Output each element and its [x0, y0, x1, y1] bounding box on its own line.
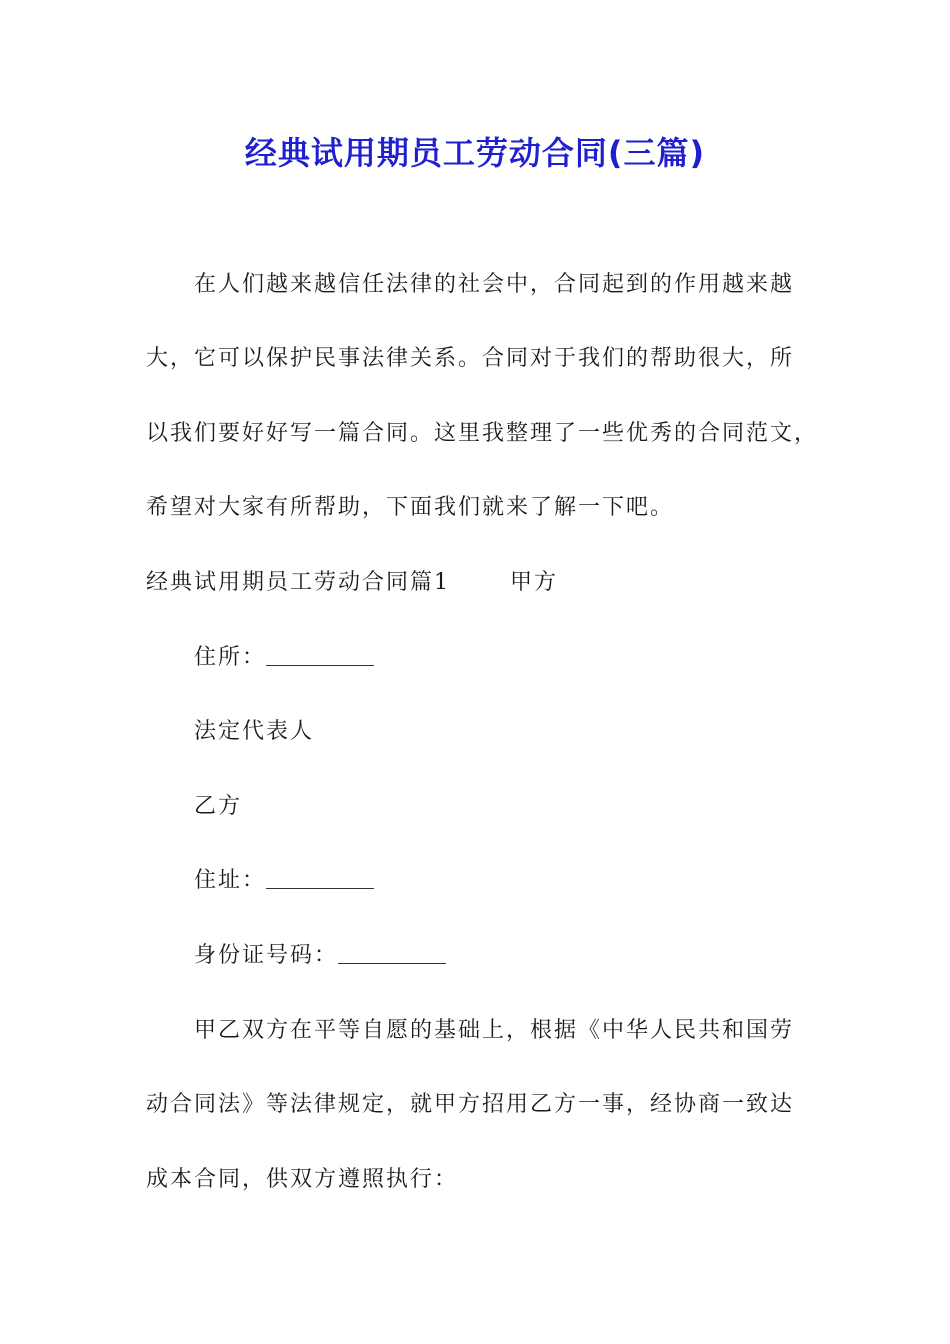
- party-a-label: 甲方: [510, 570, 559, 595]
- intro-line-2: 大，它可以保护民事法律关系。合同对于我们的帮助很大，所: [146, 346, 795, 371]
- residence-blank: [266, 647, 374, 666]
- address-blank: [266, 870, 374, 889]
- id-number-blank: [338, 945, 446, 964]
- party-b-label: 乙方: [194, 794, 243, 819]
- residence-field: [194, 647, 856, 669]
- intro-line-4: 希望对大家有所帮助，下面我们就来了解一下吧。: [146, 495, 675, 520]
- body-line-3: 成本合同，供双方遵照执行：: [146, 1167, 459, 1192]
- residence-label: 住所：: [194, 645, 267, 670]
- intro-line-1: 在人们越来越信任法律的社会中，合同起到的作用越来越: [194, 272, 795, 297]
- section-heading-line: [146, 572, 808, 594]
- section-heading: 经典试用期员工劳动合同篇1: [146, 570, 450, 595]
- document-title: 经典试用期员工劳动合同(三篇): [244, 134, 706, 172]
- id-number-label: 身份证号码：: [194, 943, 339, 968]
- id-number-field: [194, 945, 856, 967]
- address-field: [194, 870, 856, 892]
- body-line-2: 动合同法》等法律规定，就甲方招用乙方一事，经协商一致达: [146, 1092, 795, 1117]
- intro-line-3: 以我们要好好写一篇合同。这里我整理了一些优秀的合同范文，: [146, 421, 819, 446]
- legal-rep-label: 法定代表人: [194, 719, 315, 744]
- body-line-1: 甲乙双方在平等自愿的基础上，根据《中华人民共和国劳: [194, 1018, 795, 1043]
- address-label: 住址：: [194, 868, 267, 893]
